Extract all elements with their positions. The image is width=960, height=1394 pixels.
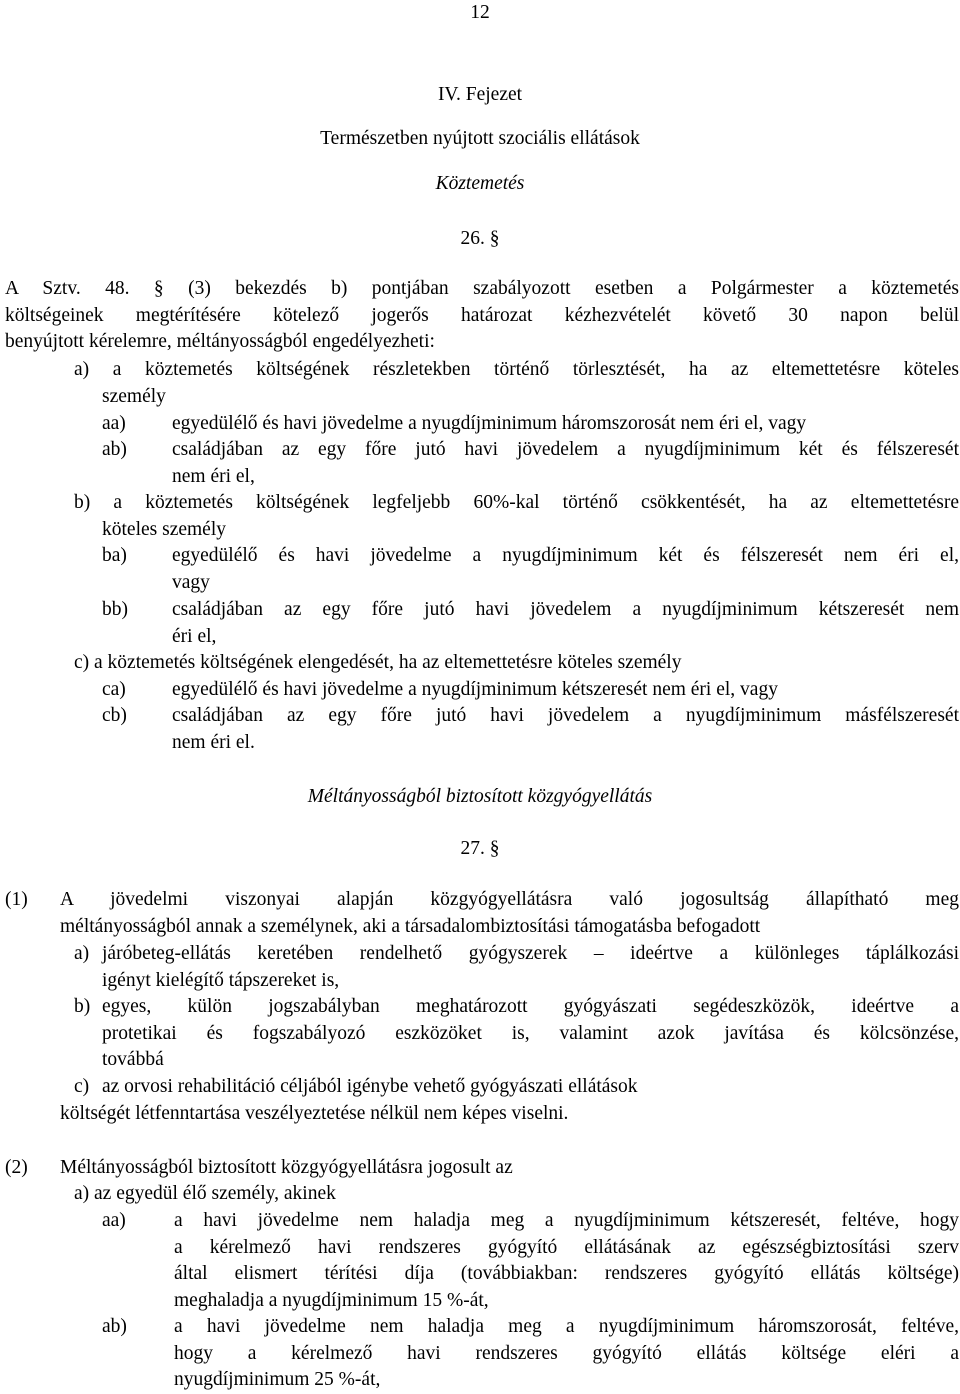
item-label: aa) bbox=[102, 1210, 126, 1231]
item-line: családjában az egy főre jutó havi jövedelem a nyugdíjminimum két és félszeresét bbox=[172, 439, 959, 460]
item-line: meghaladja a nyugdíjminimum 15 %-át, bbox=[174, 1289, 489, 1311]
list-item-ba bbox=[102, 543, 959, 596]
list-item-ab bbox=[102, 437, 959, 490]
chapter-heading: IV. Fejezet bbox=[437, 84, 523, 105]
item-label: ab) bbox=[102, 439, 127, 460]
intro-line: benyújtott kérelemre, méltányosságból engedélyezheti: bbox=[5, 331, 435, 353]
item-label: bb) bbox=[102, 599, 128, 620]
list-item-b bbox=[74, 994, 959, 1074]
item-line: a kérelmező havi rendszeres gyógyító ellátásának az egészségbiztosítási szerv bbox=[174, 1236, 959, 1258]
paragraph-line: A jövedelmi viszonyai alapján közgyógyellátásra való jogosultság állapítható meg bbox=[60, 889, 959, 910]
section-title: Köztemetés bbox=[435, 173, 525, 194]
item-line: családjában az egy főre jutó havi jövedelem a nyugdíjminimum másfélszeresét bbox=[172, 705, 959, 726]
list-item-b bbox=[74, 490, 959, 517]
item-line: továbbá bbox=[102, 1049, 164, 1071]
item-text: egyedülélő és havi jövedelme a nyugdíjminimum háromszorosát nem éri el, vagy bbox=[172, 413, 807, 434]
item-label: ca) bbox=[102, 679, 126, 700]
item-line: nem éri el. bbox=[172, 731, 255, 753]
section-intro bbox=[5, 276, 959, 356]
paragraph-text: Méltányosságból biztosított közgyógyellátásra jogosult az bbox=[60, 1157, 513, 1178]
item-text: az orvosi rehabilitáció céljából igénybe vehető gyógyászati ellátások bbox=[102, 1076, 638, 1097]
item-line: b) a köztemetés költségének legfeljebb 60%-kal történő csökkentését, ha az eltemettetésre bbox=[74, 492, 959, 513]
item-line: igényt kielégítő tápszereket is, bbox=[102, 969, 340, 991]
list-item-c bbox=[74, 1074, 959, 1101]
section-title: Méltányosságból biztosított közgyógyellátás bbox=[307, 786, 653, 807]
list-item-cb bbox=[102, 703, 959, 756]
item-label: cb) bbox=[102, 705, 127, 726]
item-line: a havi jövedelme nem haladja meg a nyugdíjminimum kétszeresét, feltéve, hogy bbox=[174, 1210, 959, 1231]
item-line: nyugdíjminimum 25 %-át, bbox=[174, 1369, 381, 1391]
item-line: által elismert térítési díja (továbbiakban: rendszeres gyógyító ellátás költsége) bbox=[174, 1263, 959, 1285]
paragraph-line: méltányosságból annak a személynek, aki a társadalombiztosítási támogatásba befogadott bbox=[60, 915, 761, 937]
list-item-aa bbox=[102, 1208, 959, 1314]
item-line: nem éri el, bbox=[172, 465, 255, 487]
item-line: személy bbox=[102, 386, 166, 407]
list-item-c: c) a köztemetés költségének elengedését, ha az eltemettetésre köteles személy bbox=[74, 652, 682, 673]
item-label: ba) bbox=[102, 545, 127, 566]
item-line: a) a köztemetés költségének részletekben történő törlesztését, ha az eltemettetésre köteles bbox=[74, 359, 959, 380]
paragraph-1 bbox=[5, 887, 959, 940]
list-item-ab bbox=[102, 1314, 959, 1394]
item-line: protetikai és fogszabályozó eszközöket is, valamint azok javítása és kölcsönzése, bbox=[102, 1022, 959, 1044]
list-item-a: a) az egyedül élő személy, akinek bbox=[74, 1183, 336, 1204]
chapter-title: Természetben nyújtott szociális ellátások bbox=[320, 128, 640, 149]
list-item-ca bbox=[102, 677, 959, 704]
item-line: egyedülélő és havi jövedelme a nyugdíjminimum két és félszeresét nem éri el, bbox=[172, 545, 959, 566]
list-item-bb bbox=[102, 597, 959, 650]
item-line: egyes, külön jogszabályban meghatározott gyógyászati segédeszközök, ideértve a bbox=[102, 996, 959, 1017]
item-label: b) bbox=[74, 996, 91, 1017]
page-number: 12 bbox=[470, 2, 490, 23]
item-line: hogy a kérelmező havi rendszeres gyógyító ellátás költsége eléri a bbox=[174, 1342, 959, 1364]
list-item-a bbox=[74, 357, 959, 384]
section-number: 27. § bbox=[460, 838, 500, 859]
item-text: egyedülélő és havi jövedelme a nyugdíjminimum kétszeresét nem éri el, vagy bbox=[172, 679, 778, 700]
item-line: járóbeteg-ellátás keretében rendelhető gyógyszerek – ideértve a különleges táplálkozási bbox=[102, 943, 959, 964]
section-number: 26. § bbox=[460, 228, 500, 249]
item-label: c) bbox=[74, 1076, 90, 1097]
item-line: a havi jövedelme nem haladja meg a nyugdíjminimum háromszorosát, feltéve, bbox=[174, 1316, 959, 1337]
paragraph-2 bbox=[5, 1155, 959, 1182]
paragraph-label: (2) bbox=[5, 1157, 28, 1178]
list-item-aa bbox=[102, 411, 959, 438]
item-line: családjában az egy főre jutó havi jövedelem a nyugdíjminimum kétszeresét nem bbox=[172, 599, 959, 620]
item-label: a) bbox=[74, 943, 90, 964]
list-item-a bbox=[74, 941, 959, 994]
intro-line: A Sztv. 48. § (3) bekezdés b) pontjában szabályozott esetben a Polgármester a köztemetés bbox=[5, 278, 959, 299]
paragraph-label: (1) bbox=[5, 889, 28, 910]
item-label: aa) bbox=[102, 413, 126, 434]
item-label: ab) bbox=[102, 1316, 127, 1337]
item-line: vagy bbox=[172, 571, 210, 593]
intro-line: költségeinek megtérítésére kötelező jogerős határozat kézhezvételét követő 30 napon belül bbox=[5, 304, 959, 326]
paragraph-closing: költségét létfenntartása veszélyeztetése nélkül nem képes viselni. bbox=[60, 1103, 569, 1124]
item-line: köteles személy bbox=[102, 519, 226, 540]
item-line: éri el, bbox=[172, 625, 217, 647]
